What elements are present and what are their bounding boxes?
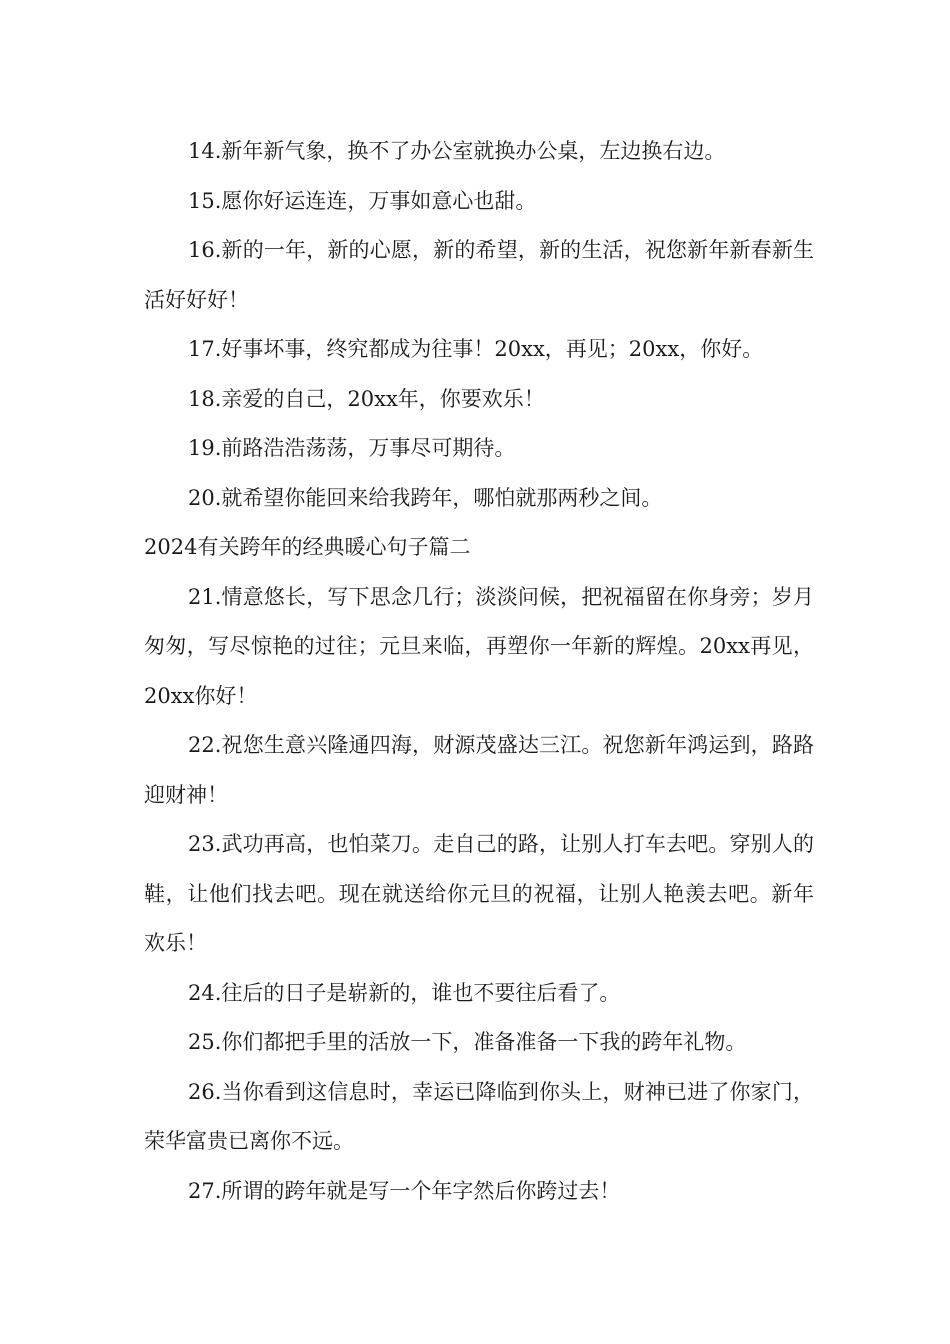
list-item: 24.往后的日子是崭新的，谁也不要往后看了。	[188, 980, 621, 1005]
list-item: 19.前路浩浩荡荡，万事尽可期待。	[188, 436, 516, 460]
list-item: 17.好事坏事，终究都成为往事！20xx，再见；20xx，你好。	[188, 337, 764, 361]
list-item: 20.就希望你能回来给我跨年，哪怕就那两秒之间。	[188, 485, 663, 510]
document-body	[144, 127, 814, 1216]
list-item: 22.祝您生意兴隆通四海，财源茂盛达三江。祝您新年鸿运到，路路迎财神！	[144, 733, 814, 807]
section-heading: 2024有关跨年的经典暖心句子篇二	[144, 535, 471, 559]
list-item: 25.你们都把手里的活放一下，准备准备一下我的跨年礼物。	[188, 1030, 747, 1054]
list-item: 27.所谓的跨年就是写一个年字然后你跨过去！	[188, 1178, 621, 1203]
list-item: 21.情意悠长，写下思念几行；淡淡问候，把祝福留在你身旁；岁月匆匆，写尽惊艳的过往；元旦来临，再塑你一年新的辉煌。20xx再见，20xx你好！	[144, 584, 814, 708]
list-item: 15.愿你好运连连，万事如意心也甜。	[188, 188, 537, 213]
list-item: 14.新年新气象，换不了办公室就换办公桌，左边换右边。	[188, 139, 726, 163]
list-item: 16.新的一年，新的心愿，新的希望，新的生活，祝您新年新春新生活好好好！	[144, 238, 814, 312]
list-item: 26.当你看到这信息时，幸运已降临到你头上，财神已进了你家门，荣华富贵已离你不远。	[144, 1079, 814, 1153]
list-item: 23.武功再高，也怕菜刀。走自己的路，让别人打车去吧。穿别人的鞋，让他们找去吧。现在就送给你元旦的祝福，让别人艳羡去吧。新年欢乐！	[144, 832, 814, 955]
list-item: 18.亲爱的自己，20xx年，你要欢乐！	[188, 386, 545, 411]
